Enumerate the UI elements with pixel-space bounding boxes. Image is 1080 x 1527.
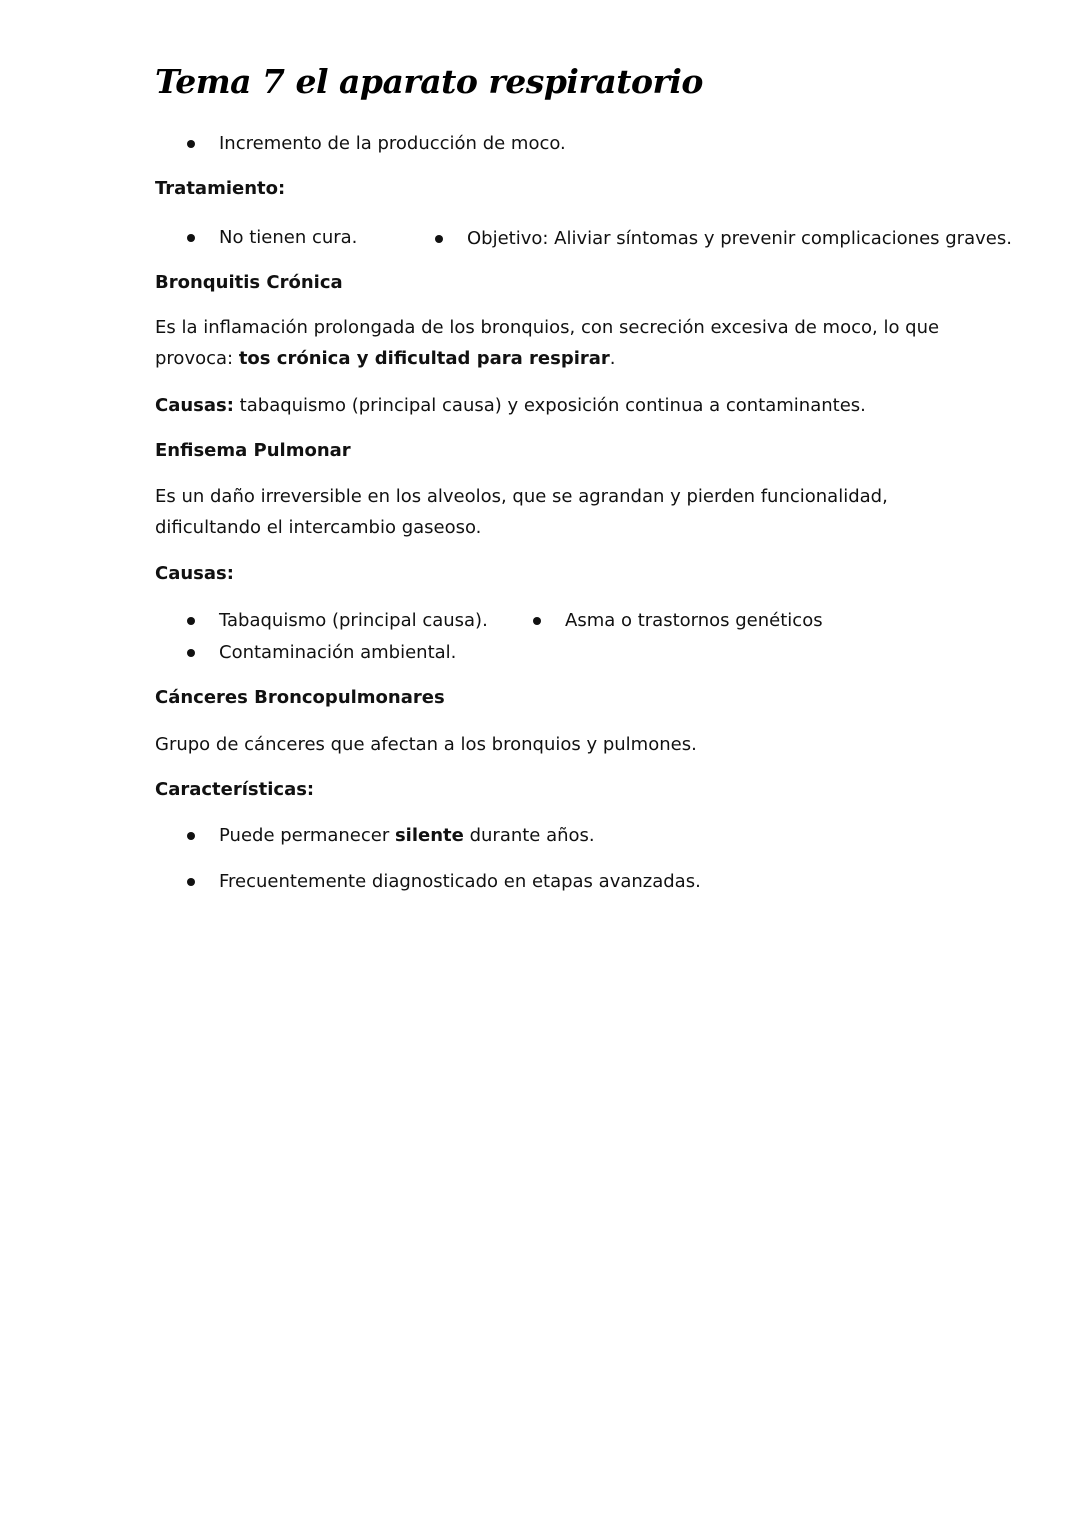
canceres-paragraph: Grupo de cánceres que afectan a los bronquios y pulmones. bbox=[155, 734, 697, 755]
list-item-text: Asma o trastornos genéticos bbox=[565, 610, 823, 631]
enfisema-paragraph-line: dificultando el intercambio gaseoso. bbox=[155, 517, 482, 538]
list-item-text: Incremento de la producción de moco. bbox=[219, 133, 566, 154]
bold-text: silente bbox=[394, 825, 464, 846]
list-item-text: Tabaquismo (principal causa). bbox=[219, 610, 488, 631]
text-span: Puede permanecer bbox=[219, 825, 395, 846]
bronquitis-paragraph-line bbox=[155, 347, 616, 371]
list-item-text: No tienen cura. bbox=[219, 227, 358, 248]
bronquitis-paragraph-line: Es la inflamación prolongada de los bronquios, con secreción excesiva de moco, lo que bbox=[155, 317, 940, 338]
bullet-icon bbox=[187, 234, 195, 242]
text-span: durante años. bbox=[463, 825, 595, 846]
bullet-icon bbox=[187, 878, 195, 886]
bullet-icon bbox=[187, 832, 195, 840]
tratamiento-heading: Tratamiento: bbox=[155, 178, 286, 199]
bullet-icon bbox=[187, 140, 195, 148]
enfisema-heading: Enfisema Pulmonar bbox=[155, 440, 351, 461]
bullet-icon bbox=[533, 617, 541, 625]
list-item-text: Frecuentemente diagnosticado en etapas avanzadas. bbox=[219, 871, 701, 892]
causas-label: Causas: bbox=[155, 395, 234, 416]
bullet-icon bbox=[187, 617, 195, 625]
bronquitis-causas bbox=[155, 394, 866, 418]
causas-text: tabaquismo (principal causa) y exposición continua a contaminantes. bbox=[233, 395, 866, 416]
enfisema-paragraph-line: Es un daño irreversible en los alveolos, que se agrandan y pierden funcionalidad, bbox=[155, 486, 888, 507]
bold-text: tos crónica y dificultad para respirar bbox=[238, 348, 610, 369]
text-span: provoca: bbox=[155, 348, 239, 369]
list-item-text: Contaminación ambiental. bbox=[219, 642, 457, 663]
bullet-icon bbox=[187, 649, 195, 657]
list-item-text bbox=[219, 824, 595, 848]
caracteristicas-heading: Características: bbox=[155, 779, 315, 800]
bronquitis-heading: Bronquitis Crónica bbox=[155, 272, 343, 293]
enfisema-causas-heading: Causas: bbox=[155, 563, 234, 584]
bullet-icon bbox=[435, 235, 443, 243]
list-item-text: Objetivo: Aliviar síntomas y prevenir complicaciones graves. bbox=[467, 228, 1012, 249]
canceres-heading: Cánceres Broncopulmonares bbox=[155, 687, 445, 708]
page-title: Tema 7 el aparato respiratorio bbox=[155, 62, 703, 101]
text-span: . bbox=[609, 348, 616, 369]
